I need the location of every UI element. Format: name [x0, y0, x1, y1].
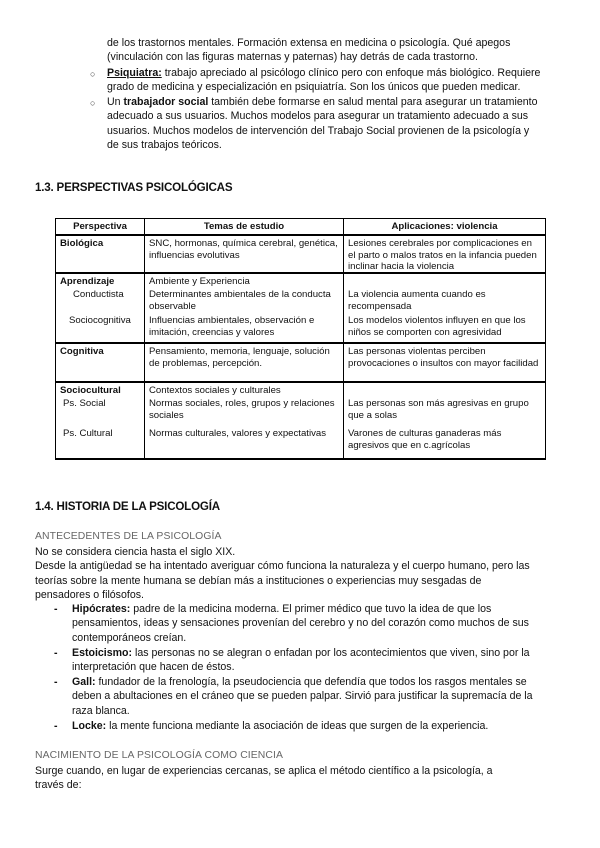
subperspective-label: Ps. Cultural — [63, 428, 113, 440]
social-worker-item — [107, 95, 563, 152]
text: la mente funciona mediante la asociación de ideas que surgen de la experiencia. — [106, 720, 489, 732]
subperspective-label: Sociocognitiva — [69, 315, 131, 327]
perspective-label: Sociocultural — [60, 385, 121, 397]
item-label: Hipócrates: — [72, 603, 131, 615]
text-line: (vinculación con las figuras maternas y paternas) hay detrás de cada trastorno. — [107, 51, 478, 64]
text-line: deben a abultaciones en el cráneo que se pueden palpar. Sirvió para justificar la supremacía de la — [72, 690, 533, 703]
table-cell: SNC, hormonas, química cerebral, genética, influencias evolutivas — [145, 235, 344, 273]
text-line: contemporáneos creían. — [72, 631, 187, 644]
dash-bullet: - — [54, 676, 58, 688]
table-header: Perspectiva — [56, 219, 145, 236]
subperspective-label: Ps. Social — [63, 398, 106, 410]
perspectives-table — [55, 218, 546, 460]
subheading-nacimiento: NACIMIENTO DE LA PSICOLOGÍA COMO CIENCIA — [35, 750, 284, 761]
list-item-locke — [72, 719, 563, 733]
subheading-antecedentes: ANTECEDENTES DE LA PSICOLOGÍA — [35, 531, 222, 542]
table-cell: Determinantes ambientales de la conducta observable — [145, 289, 344, 315]
table-row — [56, 273, 546, 289]
table-cell: Influencias ambientales, observación e imitación, creencias y valores — [145, 315, 344, 343]
table-cell: Pensamiento, memoria, lenguaje, solución de problemas, percepción. — [145, 343, 344, 382]
list-item-gall — [72, 675, 563, 718]
text-line: de los trastornos mentales. Formación extensa en medicina o psicología. Qué apegos — [107, 37, 511, 49]
text-line: grado de medicina y especialización en psiquiatría. Son los únicos que pueden medicar. — [107, 81, 521, 94]
text-line: pensadores o filósofos. — [35, 588, 144, 601]
dash-bullet: - — [54, 647, 58, 659]
psychologist-continuation — [107, 36, 563, 65]
perspective-label: Aprendizaje — [60, 276, 115, 288]
table-row — [56, 235, 546, 273]
text: fundador de la frenología, la pseudociencia que defendía que todos los rasgos mentales se — [95, 676, 527, 688]
table-cell: Las personas violentas perciben provocaciones o insultos con mayor facilidad — [344, 343, 546, 382]
text: también debe formarse en salud mental para asegurar un tratamiento — [208, 96, 538, 108]
item-label: Locke: — [72, 720, 107, 732]
text-line: través de: — [35, 779, 82, 792]
table-row — [56, 382, 546, 398]
text-line: No se considera ciencia hasta el siglo XIX. — [35, 546, 236, 558]
table-cell: Lesiones cerebrales por complicaciones en el parto o malos tratos en la infancia pueden inclinar hacia la violencia — [344, 235, 546, 273]
table-cell: Normas culturales, valores y expectativas — [145, 428, 344, 459]
item-label: Estoicismo: — [72, 647, 133, 659]
text-line: Desde la antigüedad se ha intentado averiguar cómo funciona la naturaleza y el cuerpo humano, pero las — [35, 560, 530, 573]
dash-bullet: - — [54, 603, 58, 615]
section-title-1-4: 1.4. HISTORIA DE LA PSICOLOGÍA — [35, 500, 220, 513]
text-line: teorías sobre la mente humana se debían más a instituciones o experiencias muy sesgadas de — [35, 574, 482, 587]
table-cell: Las personas son más agresivas en grupo que a solas — [344, 398, 546, 428]
perspective-label: Cognitiva — [60, 346, 104, 358]
list-item-hipocrates — [72, 602, 563, 645]
table-row — [56, 343, 546, 382]
psychiatrist-item — [107, 66, 565, 95]
item-label: Gall: — [72, 676, 96, 688]
antecedentes-text — [35, 545, 563, 602]
text: las personas no se alegran o enfadan por los acontecimientos que viven, sino por la — [132, 647, 530, 659]
text-line: de sus trabajos teóricos. — [107, 138, 222, 151]
table-row — [56, 398, 546, 428]
text-line: usuarios. Muchos modelos de intervención del Trabajo Social provienen de la psicología y — [107, 124, 530, 137]
table-cell: Varones de culturas ganaderas más agresivos que en c.agrícolas — [344, 428, 546, 459]
list-item-estoicismo — [72, 646, 566, 675]
dash-bullet: - — [54, 720, 58, 732]
table-header: Aplicaciones: violencia — [344, 219, 546, 236]
table-cell: Normas sociales, roles, grupos y relaciones sociales — [145, 398, 344, 428]
text: Un — [107, 96, 124, 108]
table-cell: Los modelos violentos influyen en que los niños se comporten con agresividad — [344, 315, 546, 343]
nacimiento-text — [35, 764, 563, 793]
text-line: Surge cuando, en lugar de experiencias cercanas, se aplica el método científico a la psicología, a — [35, 765, 493, 777]
psychiatrist-label: Psiquiatra: — [107, 67, 162, 79]
perspective-label: Biológica — [60, 238, 104, 250]
text-line: adecuado a sus usuarios. Muchos modelos para asegurar un tratamiento adecuado a sus — [107, 110, 529, 123]
table-cell: Contextos sociales y culturales — [145, 382, 344, 398]
section-title-1-3: 1.3. PERSPECTIVAS PSICOLÓGICAS — [35, 181, 233, 194]
text: padre de la medicina moderna. El primer médico que tuvo la idea de que los — [130, 603, 492, 615]
table-row — [56, 428, 546, 459]
table-header: Temas de estudio — [145, 219, 344, 236]
text-line: interpretación que hacen de éstos. — [72, 661, 235, 674]
subperspective-label: Conductista — [73, 289, 124, 301]
text: trabajo apreciado al psicólogo clínico pero con enfoque más biológico. Requiere — [161, 67, 541, 79]
table-cell: Ambiente y Experiencia — [145, 273, 344, 289]
social-worker-label: trabajador social — [123, 96, 209, 108]
text-line: pensamientos, ideas y sensaciones provenían del cerebro y no del corazón como muchos de sus — [72, 617, 529, 630]
table-row — [56, 315, 546, 343]
table-row — [56, 289, 546, 315]
text-line: raza blanca. — [72, 704, 130, 717]
bullet-circle-icon: ○ — [90, 69, 96, 79]
bullet-circle-icon: ○ — [90, 98, 96, 108]
table-header-row — [56, 219, 546, 236]
table-cell: La violencia aumenta cuando es recompensada — [344, 289, 546, 315]
